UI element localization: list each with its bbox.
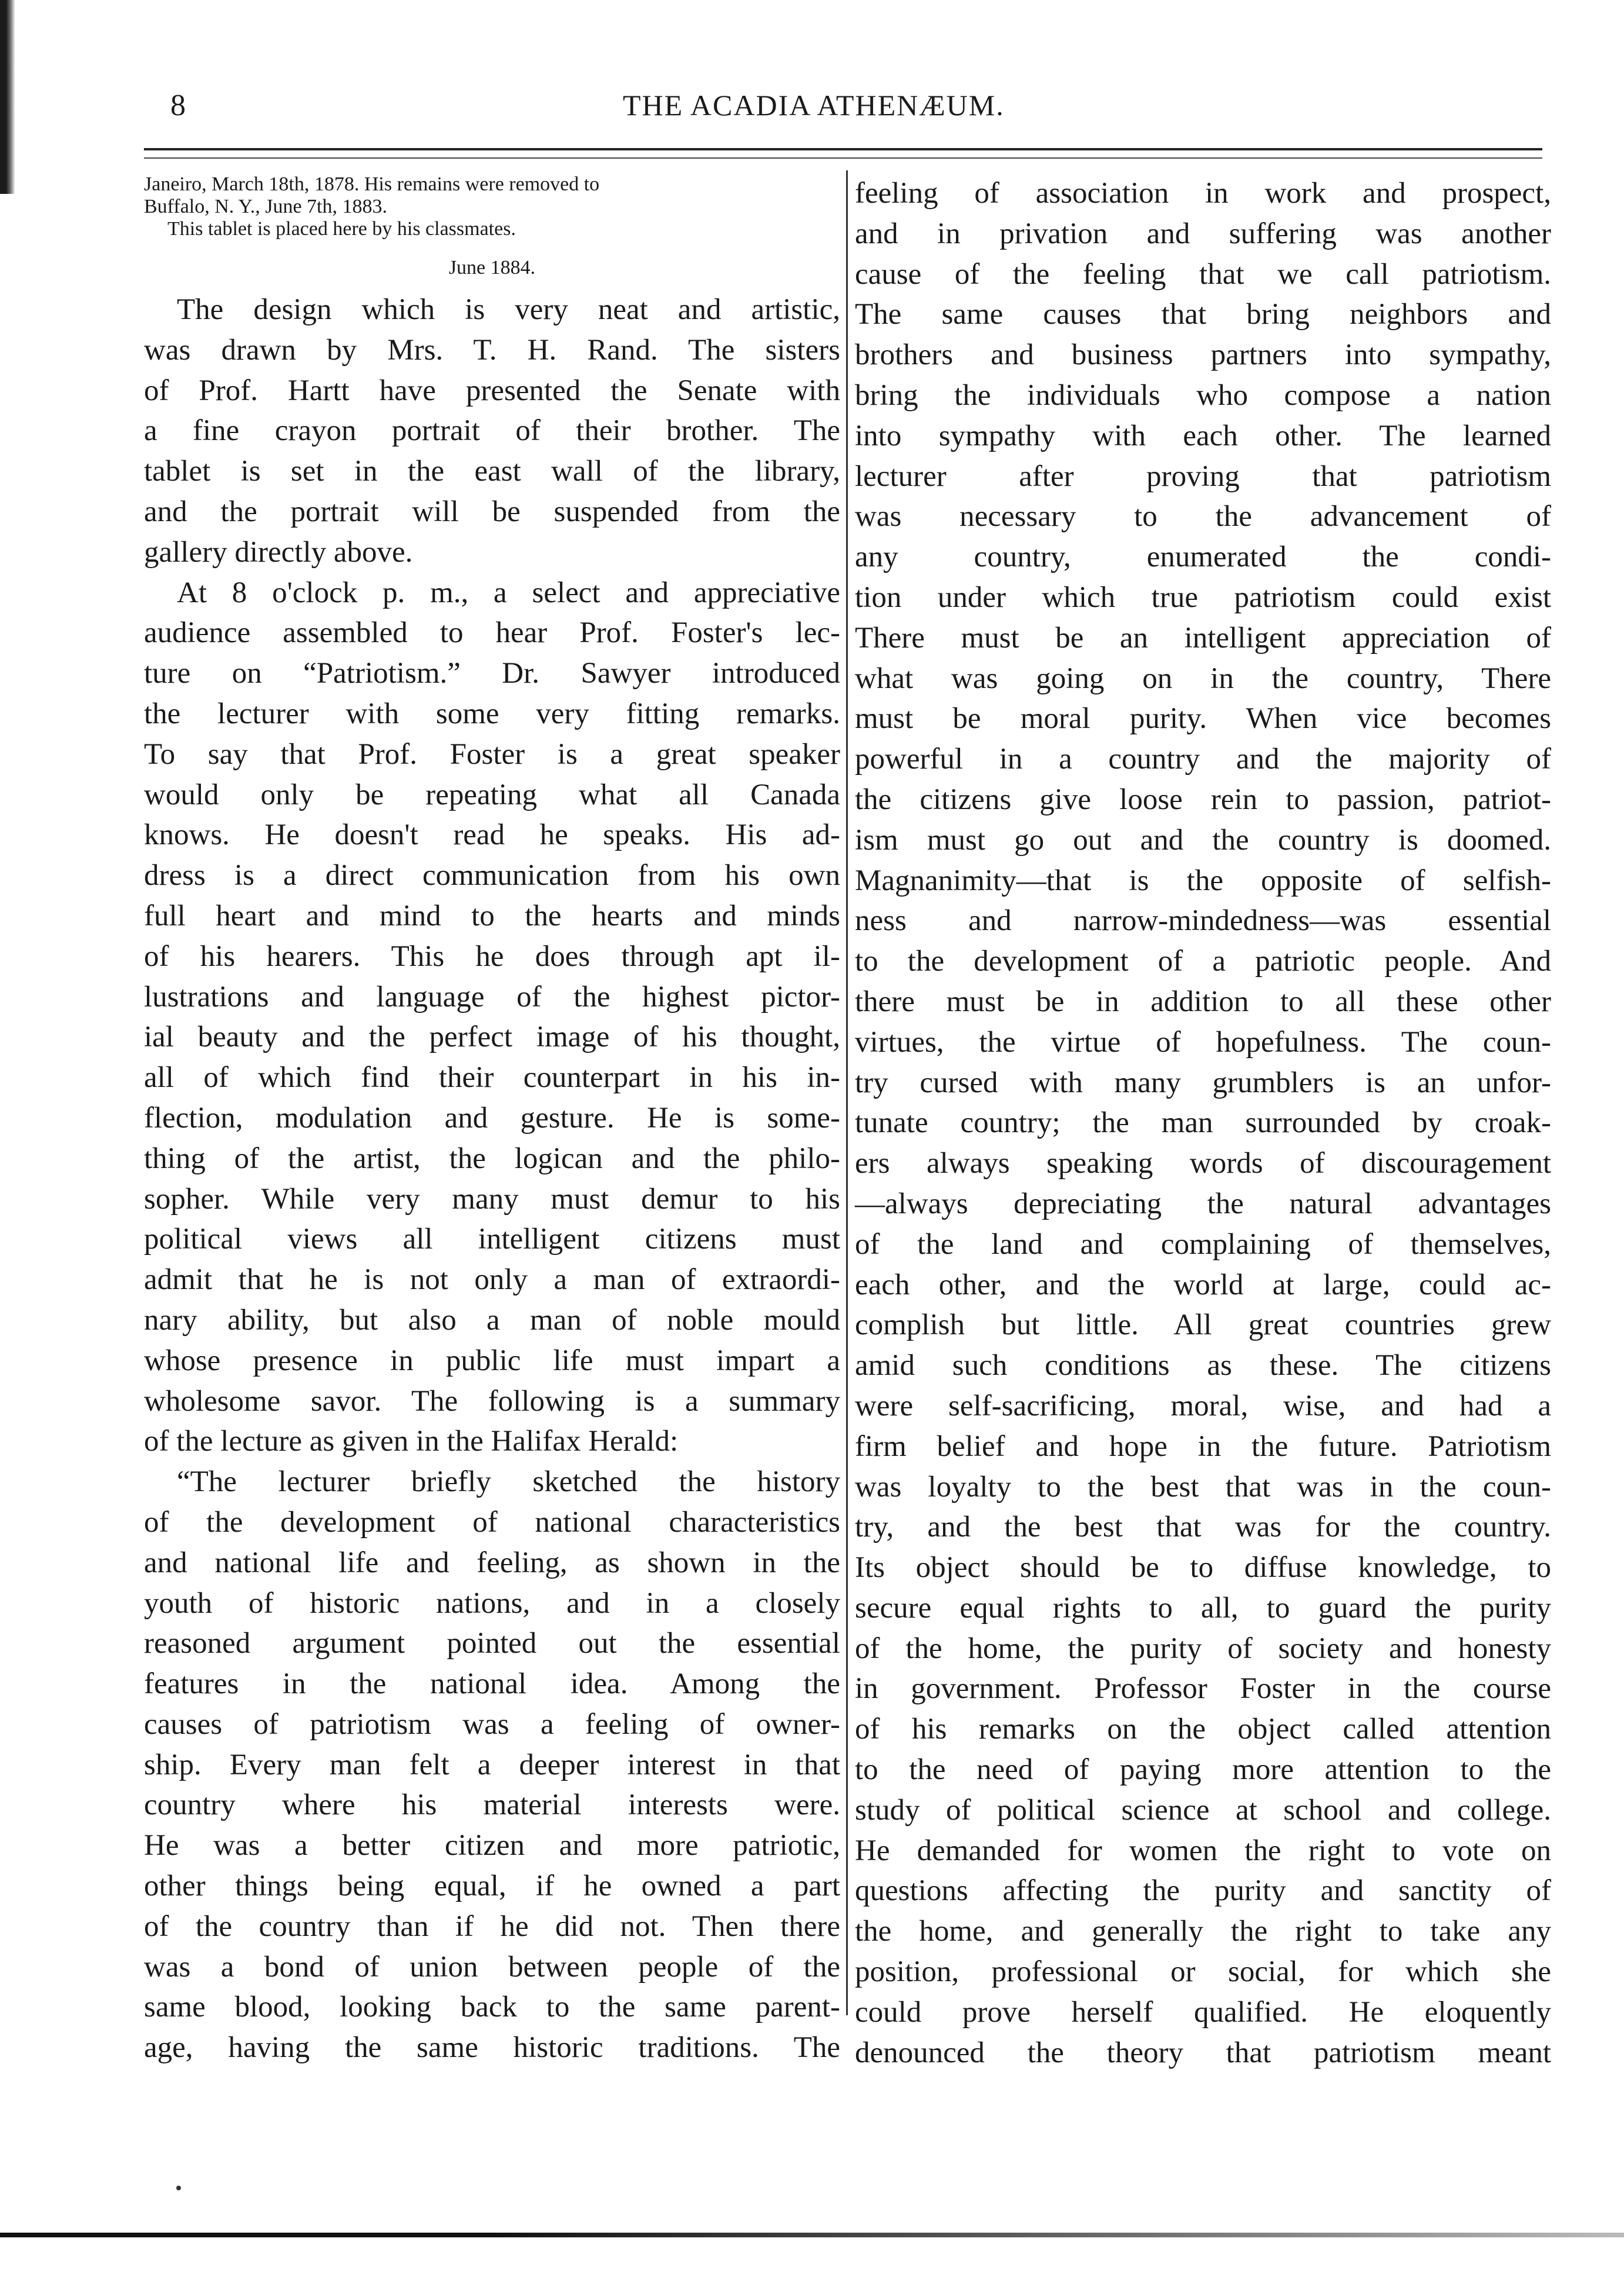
- page-header: [141, 88, 1539, 135]
- text-line: of Prof. Hartt have presented the Senate with: [144, 374, 840, 407]
- text-line: and the portrait will be suspended from the: [144, 495, 840, 528]
- text-line: At 8 o'clock p. m., a select and appreciative: [177, 576, 840, 609]
- text-line: amid such conditions as these. The citizens: [855, 1349, 1551, 1382]
- text-line: any country, enumerated the condi-: [855, 541, 1551, 574]
- text-line: ship. Every man felt a deeper interest in that: [144, 1748, 840, 1781]
- text-line: was drawn by Mrs. T. H. Rand. The sisters: [144, 333, 840, 367]
- text-line: questions affecting the purity and sanctity of: [855, 1874, 1551, 1908]
- text-line: complish but little. All great countries grew: [855, 1308, 1551, 1342]
- text-line: bring the individuals who compose a nation: [855, 378, 1551, 412]
- text-line: country where his material interests were.: [144, 1788, 840, 1822]
- text-line: powerful in a country and the majority of: [855, 743, 1551, 776]
- text-line: was necessary to the advancement of: [855, 500, 1551, 533]
- text-line: denounced the theory that patriotism meant: [855, 2036, 1551, 2069]
- inscription-line: Janeiro, March 18th, 1878. His remains were removed to: [144, 173, 600, 195]
- right-column: [855, 173, 1551, 2073]
- text-line: gallery directly above.: [144, 535, 413, 569]
- text-line: of the land and complaining of themselves,: [855, 1227, 1551, 1261]
- header-rule: [144, 148, 1542, 150]
- text-line: wholesome savor. The following is a summary: [144, 1384, 840, 1418]
- text-line: to the development of a patriotic people. And: [855, 945, 1551, 978]
- text-line: try, and the best that was for the country.: [855, 1511, 1551, 1544]
- text-line: were self-sacrificing, moral, wise, and had a: [855, 1389, 1551, 1422]
- text-line: There must be an intelligent appreciation of: [855, 621, 1551, 655]
- text-line: must be moral purity. When vice becomes: [855, 702, 1551, 736]
- inscription-line: This tablet is placed here by his classmates.: [167, 218, 516, 240]
- text-line: virtues, the virtue of hopefulness. The coun-: [855, 1025, 1551, 1059]
- inscription-date: June 1884.: [448, 257, 536, 278]
- text-line: lecturer after proving that patriotism: [855, 459, 1551, 493]
- text-line: ture on “Patriotism.” Dr. Sawyer introduced: [144, 657, 840, 690]
- text-line: try cursed with many grumblers is an unfor-: [855, 1066, 1551, 1099]
- text-line: position, professional or social, for which she: [855, 1955, 1551, 1989]
- bottom-rule: [0, 2233, 1624, 2237]
- text-line: all of which find their counterpart in his in-: [144, 1061, 840, 1095]
- text-line: nary ability, but also a man of noble mould: [144, 1303, 840, 1337]
- text-line: each other, and the world at large, could ac-: [855, 1268, 1551, 1301]
- text-line: the home, and generally the right to take any: [855, 1915, 1551, 1948]
- text-line: was a bond of union between people of the: [144, 1950, 840, 1984]
- right-body-text: [855, 173, 1551, 2073]
- text-line: could prove herself qualified. He eloquently: [855, 1995, 1551, 2029]
- header-rule-thin: [144, 157, 1542, 159]
- left-column: [144, 173, 840, 2068]
- inscription-line: Buffalo, N. Y., June 7th, 1883.: [144, 196, 387, 217]
- text-line: youth of historic nations, and in a closely: [144, 1586, 840, 1620]
- scan-edge-mark: [0, 0, 15, 194]
- text-line: full heart and mind to the hearts and minds: [144, 899, 840, 932]
- text-line: cause of the feeling that we call patriotism.: [855, 257, 1551, 291]
- column-divider: [846, 170, 848, 2015]
- tablet-inscription: [144, 173, 840, 279]
- text-line: there must be in addition to all these other: [855, 985, 1551, 1018]
- stray-mark: [176, 2186, 181, 2190]
- text-line: dress is a direct communication from his own: [144, 859, 840, 892]
- text-line: To say that Prof. Foster is a great speaker: [144, 737, 840, 771]
- text-line: the lecturer with some very fitting remarks.: [144, 697, 840, 730]
- text-line: flection, modulation and gesture. He is some-: [144, 1101, 840, 1135]
- text-line: what was going on in the country, There: [855, 662, 1551, 695]
- text-line: The same causes that bring neighbors and: [855, 298, 1551, 331]
- text-line: tunate country; the man surrounded by croak-: [855, 1106, 1551, 1140]
- text-line: of his hearers. This he does through apt il-: [144, 939, 840, 973]
- text-line: He demanded for women the right to vote on: [855, 1834, 1551, 1867]
- text-line: other things being equal, if he owned a part: [144, 1870, 840, 1903]
- text-line: of the home, the purity of society and honesty: [855, 1632, 1551, 1665]
- text-line: tion under which true patriotism could exist: [855, 580, 1551, 614]
- text-line: a fine crayon portrait of their brother. The: [144, 414, 840, 448]
- text-line: firm belief and hope in the future. Patriotism: [855, 1429, 1551, 1463]
- text-line: lustrations and language of the highest pictor-: [144, 980, 840, 1014]
- running-head: THE ACADIA ATHENÆUM.: [623, 89, 1005, 122]
- text-line: ness and narrow-mindedness—was essential: [855, 904, 1551, 938]
- text-line: sopher. While very many must demur to his: [144, 1182, 840, 1216]
- text-line: political views all intelligent citizens must: [144, 1223, 840, 1256]
- text-line: —always depreciating the natural advantages: [855, 1187, 1551, 1220]
- text-line: Its object should be to diffuse knowledge, to: [855, 1551, 1551, 1585]
- text-line: age, having the same historic traditions. The: [144, 2031, 840, 2065]
- text-line: admit that he is not only a man of extraordi-: [144, 1263, 840, 1297]
- text-line: whose presence in public life must impart a: [144, 1344, 840, 1377]
- text-line: thing of the artist, the logican and the philo-: [144, 1142, 840, 1175]
- text-line: The design which is very neat and artistic,: [177, 293, 840, 326]
- text-line: of the development of national characteristics: [144, 1505, 840, 1539]
- text-line: reasoned argument pointed out the essential: [144, 1627, 840, 1660]
- text-line: study of political science at school and college.: [855, 1793, 1551, 1827]
- text-line: of the country than if he did not. Then there: [144, 1910, 840, 1943]
- text-line: ers always speaking words of discouragement: [855, 1147, 1551, 1180]
- page-number: 8: [170, 89, 186, 122]
- left-body-text: [144, 290, 840, 2068]
- text-line: same blood, looking back to the same parent-: [144, 1991, 840, 2024]
- text-line: and national life and feeling, as shown in the: [144, 1546, 840, 1579]
- text-line: features in the national idea. Among the: [144, 1667, 840, 1701]
- text-line: would only be repeating what all Canada: [144, 778, 840, 811]
- text-line: tablet is set in the east wall of the library,: [144, 455, 840, 488]
- text-line: audience assembled to hear Prof. Foster's lec-: [144, 616, 840, 650]
- text-line: brothers and business partners into sympathy,: [855, 338, 1551, 372]
- text-line: was loyalty to the best that was in the coun-: [855, 1470, 1551, 1504]
- text-line: He was a better citizen and more patriotic,: [144, 1829, 840, 1862]
- text-line: feeling of association in work and prospect,: [855, 177, 1551, 210]
- text-line: of his remarks on the object called attention: [855, 1713, 1551, 1746]
- text-line: causes of patriotism was a feeling of owner-: [144, 1707, 840, 1741]
- text-line: ism must go out and the country is doomed.: [855, 823, 1551, 857]
- text-line: into sympathy with each other. The learned: [855, 419, 1551, 452]
- text-line: knows. He doesn't read he speaks. His ad-: [144, 818, 840, 852]
- text-line: and in privation and suffering was another: [855, 217, 1551, 250]
- text-line: Magnanimity—that is the opposite of selfish-: [855, 864, 1551, 897]
- text-line: to the need of paying more attention to the: [855, 1753, 1551, 1787]
- text-line: of the lecture as given in the Halifax Herald:: [144, 1425, 679, 1458]
- text-line: ial beauty and the perfect image of his thought,: [144, 1021, 840, 1054]
- text-line: “The lecturer briefly sketched the history: [177, 1465, 840, 1499]
- text-line: the citizens give loose rein to passion, patriot-: [855, 783, 1551, 816]
- text-line: secure equal rights to all, to guard the purity: [855, 1591, 1551, 1625]
- text-line: in government. Professor Foster in the course: [855, 1672, 1551, 1706]
